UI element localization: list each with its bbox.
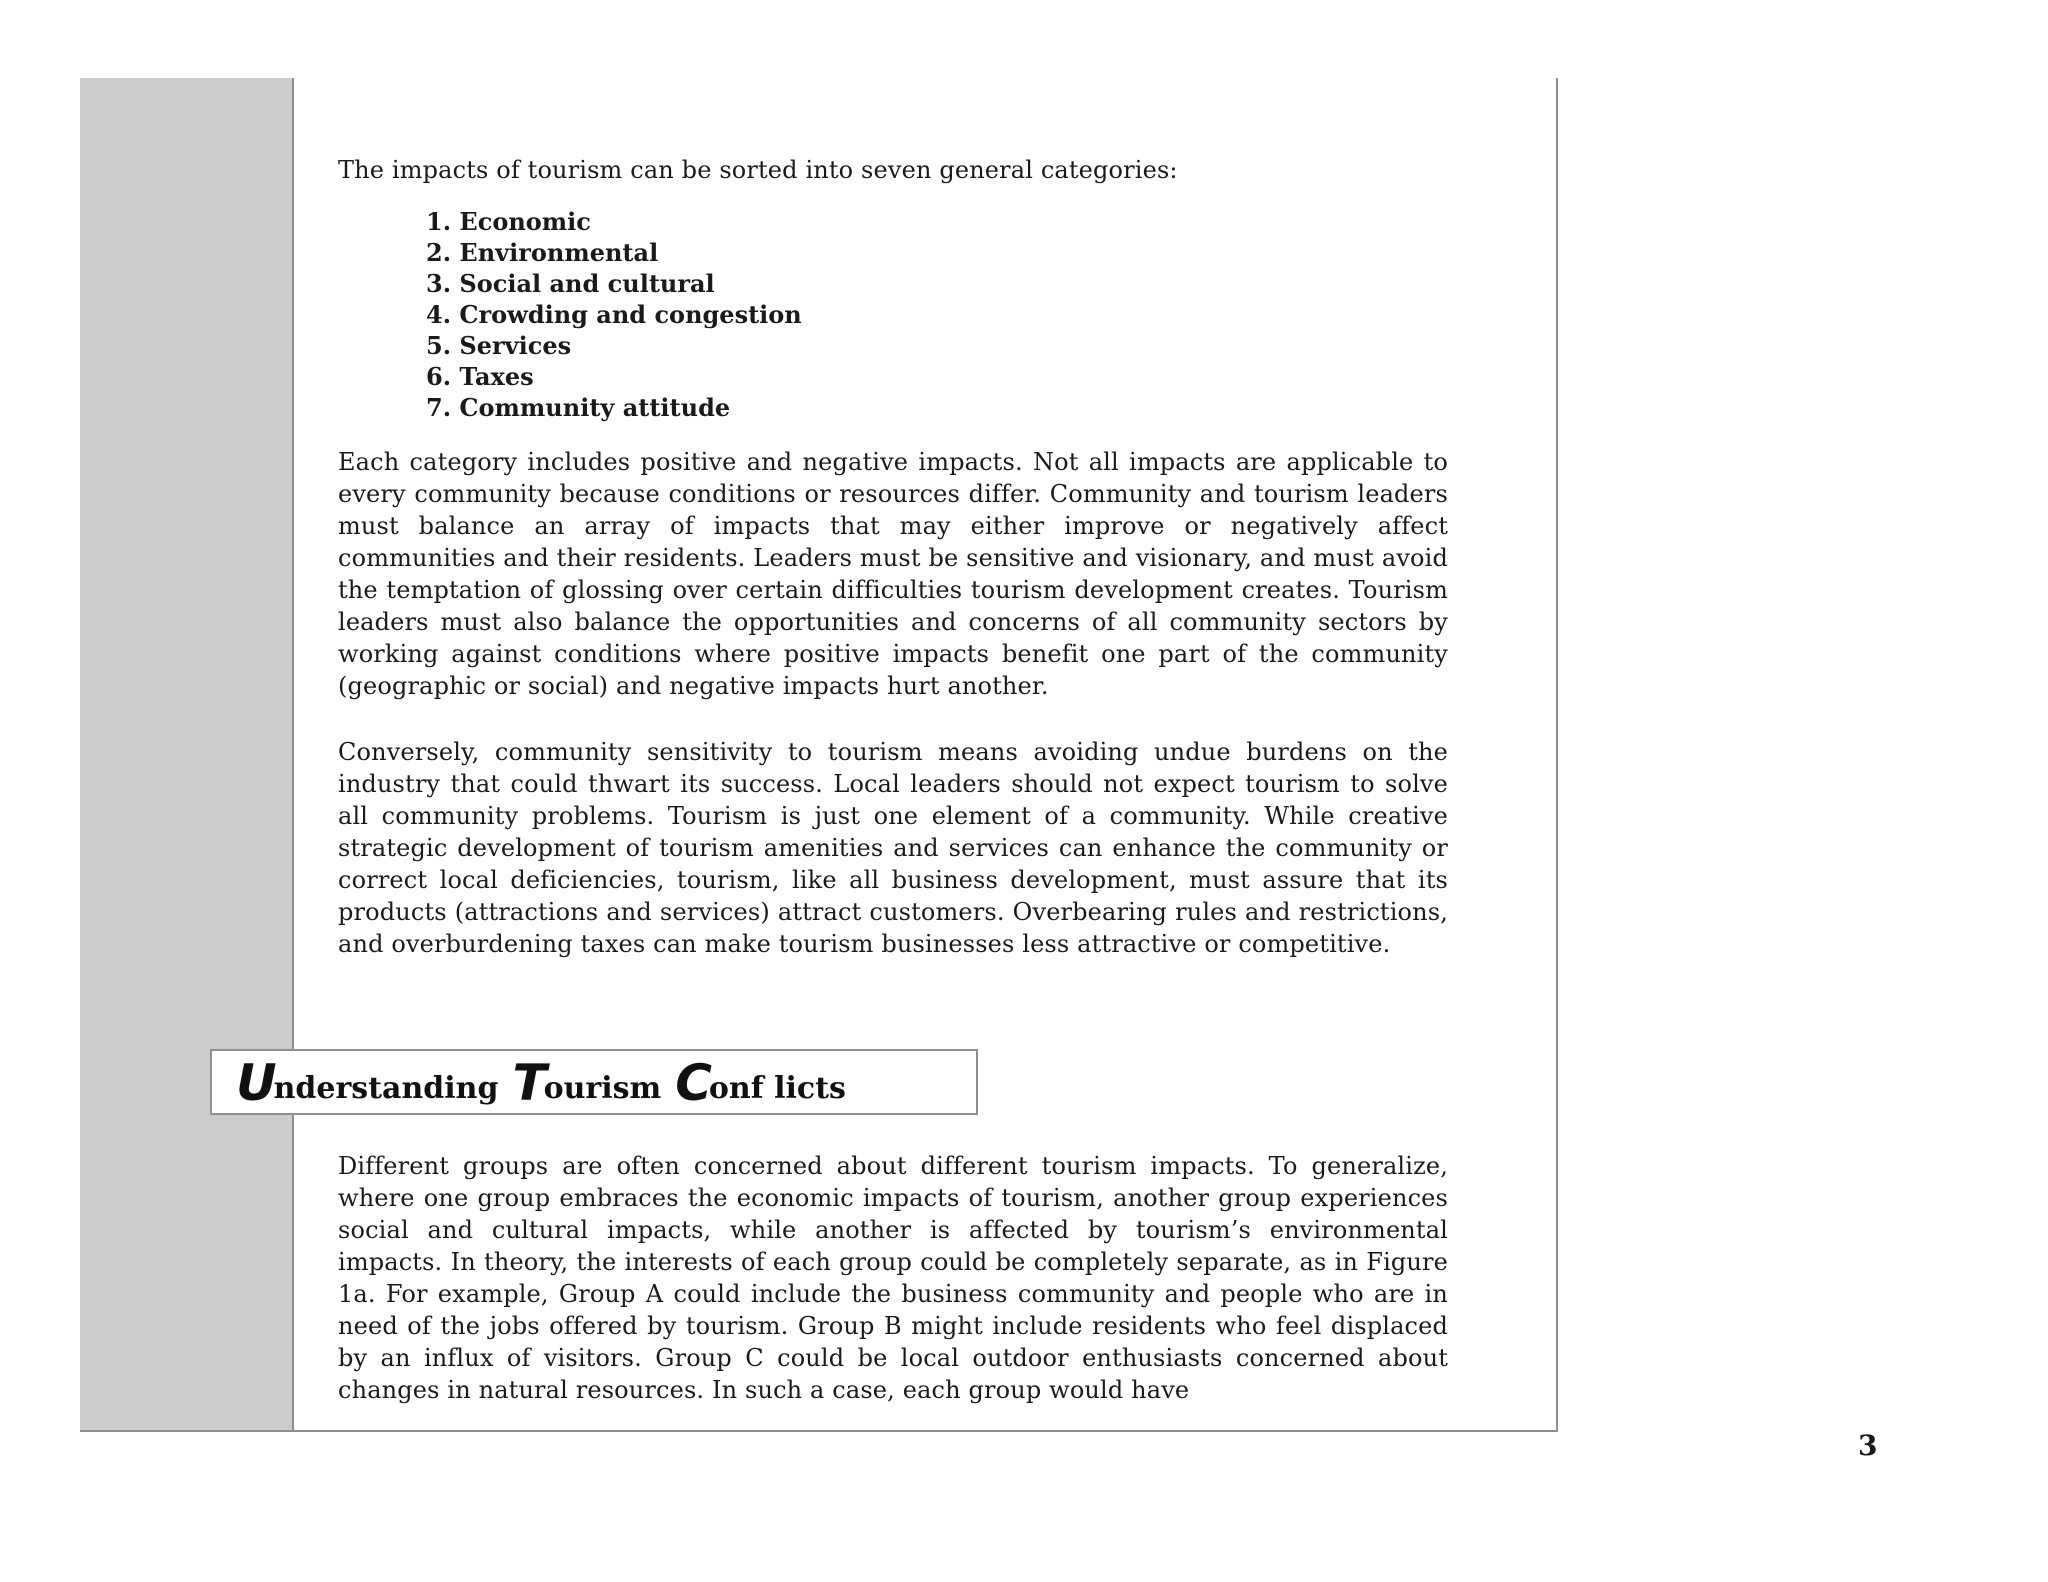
list-item: 5. Services: [426, 331, 572, 360]
heading-word: onf licts: [708, 1071, 846, 1106]
body-paragraph: Each category includes positive and negative impacts. Not all impacts are applicable to every community because conditions or resources differ. Community and tourism leaders must balance an array of impacts that may either improve or negatively affect communities and their residents. Leaders must be sensitive and visionary, and must avoid the temptation of glossing over certain difficulties tourism development creates. Tourism leaders must also balance the opportunities and concerns of all community sectors by working against conditions where positive impacts benefit one part of the community (geographic or social) and negative impacts hurt another.: [338, 448, 1448, 700]
impact-category-list: [426, 206, 802, 423]
vertical-rule-left: [292, 78, 294, 1432]
bottom-rule: [80, 1430, 1558, 1432]
heading-initial: T: [512, 1054, 544, 1112]
heading-initial: U: [236, 1054, 274, 1112]
section-heading-box: [210, 1049, 978, 1115]
body-paragraph: Different groups are often concerned about different tourism impacts. To generalize, where one group embraces the economic impacts of tourism, another group experiences social and cultural impacts, while another is affected by tourism’s environmental impacts. In theory, the interests of each group could be completely separate, as in Figure 1a. For example, Group A could include the business community and people who are in need of the jobs offered by tourism. Group B might include residents who feel displaced by an influx of visitors. Group C could be local outdoor enthusiasts concerned about changes in natural resources. In such a case, each group would have: [338, 1152, 1448, 1404]
list-item: 2. Environmental: [426, 238, 659, 267]
list-item: 7. Community attitude: [426, 393, 731, 422]
list-item: 4. Crowding and congestion: [426, 300, 802, 329]
heading-initial: C: [675, 1054, 709, 1112]
list-item: 6. Taxes: [426, 362, 534, 391]
page-number: 3: [1858, 1429, 1878, 1462]
intro-sentence: The impacts of tourism can be sorted into seven general categories:: [338, 156, 1178, 184]
vertical-rule-right: [1556, 78, 1558, 1432]
margin-band: [80, 78, 293, 1432]
heading-word: ourism: [543, 1071, 662, 1106]
body-paragraph: Conversely, community sensitivity to tourism means avoiding undue burdens on the industry that could thwart its success. Local leaders should not expect tourism to solve all community problems. Tourism is just one element of a community. While creative strategic development of tourism amenities and services can enhance the community or correct local deficiencies, tourism, like all business development, must assure that its products (attractions and services) attract customers. Overbearing rules and restrictions, and overburdening taxes can make tourism businesses less attractive or competitive.: [338, 738, 1448, 958]
heading-word: nderstanding: [273, 1071, 499, 1106]
section-heading: [236, 1055, 846, 1117]
list-item: 1. Economic: [426, 207, 591, 236]
list-item: 3. Social and cultural: [426, 269, 715, 298]
